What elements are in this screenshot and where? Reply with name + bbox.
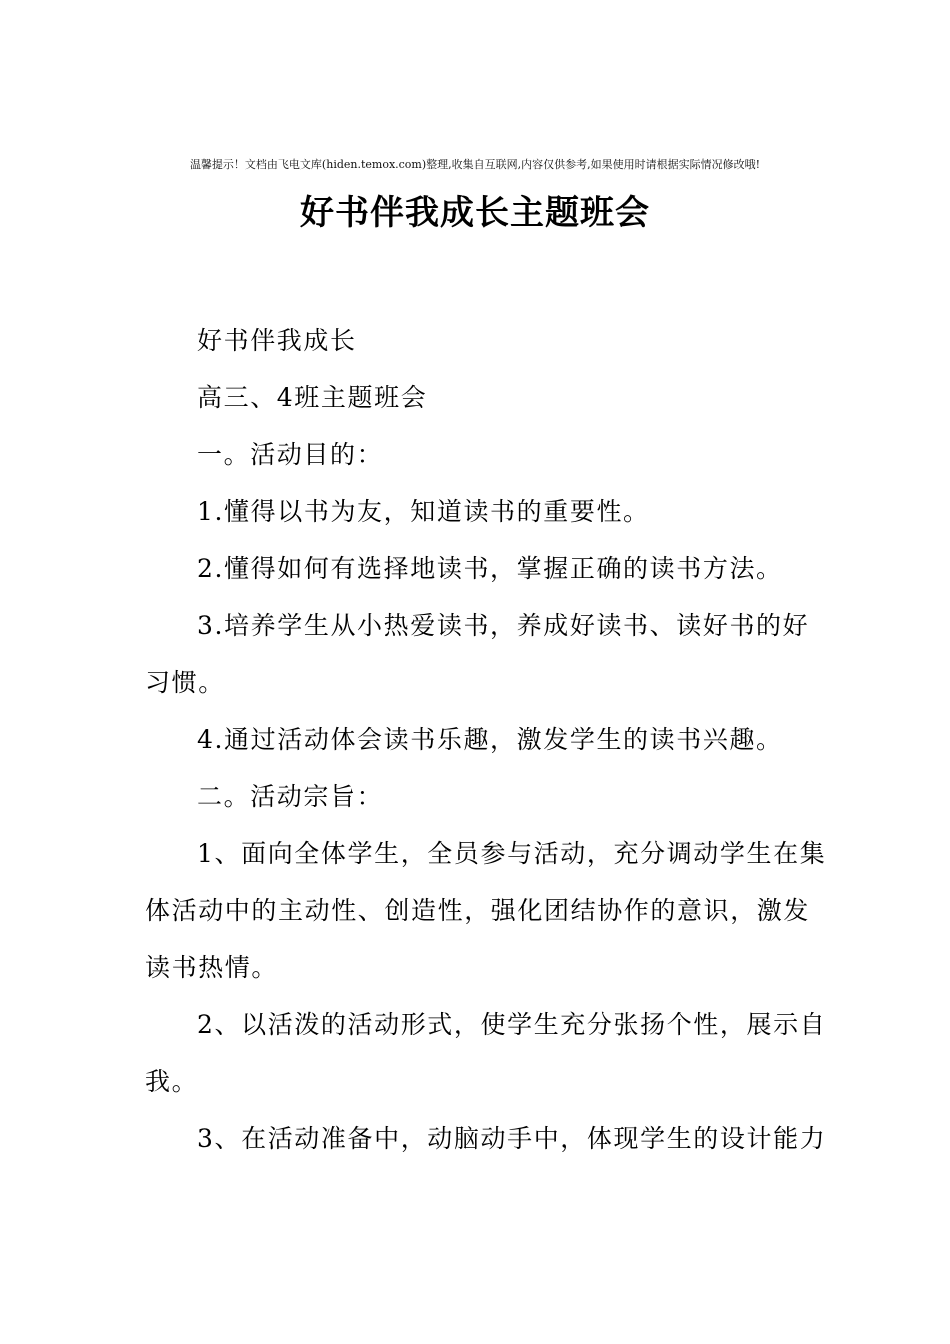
paragraph: 高三、4班主题班会 <box>197 383 428 412</box>
paragraph: 2.懂得如何有选择地读书，掌握正确的读书方法。 <box>197 554 783 583</box>
paragraph: 二。活动宗旨： <box>197 782 384 811</box>
paragraph: 1.懂得以书为友，知道读书的重要性。 <box>197 497 650 526</box>
paragraph: 4.通过活动体会读书乐趣，激发学生的读书兴趣。 <box>197 725 783 754</box>
paragraph: 一。活动目的： <box>197 440 384 469</box>
paragraph: 1、面向全体学生，全员参与活动，充分调动学生在集 体活动中的主动性、创造性，强化团结协作的意识，激发 读书热情。 <box>145 839 827 982</box>
paragraph: 3、在活动准备中，动脑动手中，体现学生的设计能力 <box>197 1124 827 1153</box>
paragraph: 2、以活泼的活动形式，使学生充分张扬个性，展示自 我。 <box>145 1010 827 1096</box>
paragraph: 3.培养学生从小热爱读书，养成好读书、读好书的好 习惯。 <box>145 611 810 697</box>
document-title: 好书伴我成长主题班会 <box>300 193 650 233</box>
paragraph: 好书伴我成长 <box>197 326 357 355</box>
document-body <box>145 312 827 1167</box>
header-notice: 温馨提示！文档由飞电文库(hiden.temox.com)整理,收集自互联网,内容仅供参考,如果使用时请根据实际情况修改哦! <box>189 158 761 171</box>
